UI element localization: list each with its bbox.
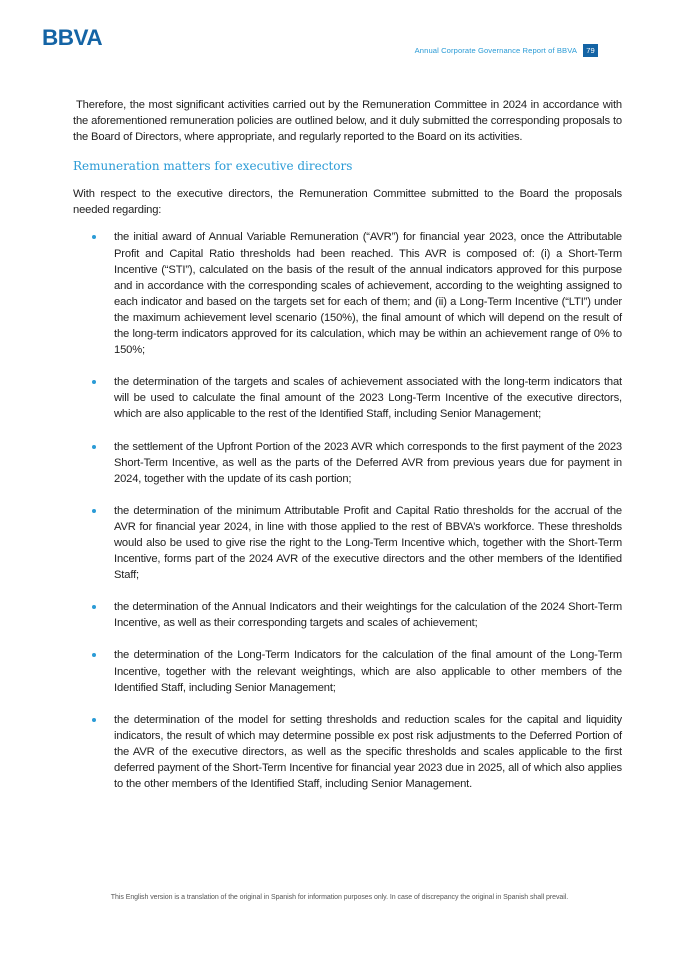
page-number: 79 [583,44,598,57]
bullet-icon [92,509,96,513]
list-item-text: the determination of the Annual Indicators and their weightings for the calculation of the 2024 Short-Term Incentive, as well as their corresponding targets and scales of achievement; [114,601,622,630]
list-item-text: the settlement of the Upfront Portion of the 2023 AVR which corresponds to the first payment of the 2023 Short-Term Incentive, as well as the parts of the Deferred AVR from previous years due for payment in 2024, together with the update of its cash portion; [114,440,622,485]
list-item [73,712,622,792]
list-item-text: the determination of the Long-Term Indicators for the calculation of the final amount of the Long-Term Incentive, together with the relevant weightings, which are also applicable to other members of the Identified Staff, including Senior Management; [114,649,622,694]
proposal-list [73,229,622,792]
bullet-icon [92,718,96,722]
bullet-icon [92,235,96,239]
bullet-icon [92,653,96,657]
list-item-text: the initial award of Annual Variable Remuneration (“AVR”) for financial year 2023, once the Attributable Profit and Capital Ratio thresholds had been reached. This AVR is composed of: (i) a Short-Term Incentive (“STI”), calculated on the basis of the result of the annual indicators approved for this purpose and in accordance with the corresponding scales of achievement, according to the weighting assigned to each indicator and based on the targets set for each of them; and (ii) a Long-Term Incentive (“LTI”) under the maximum achievement level scenario (150%), the final amount of which will depend on the result of the long-term indicators approved for its calculation, which may be within an achievement range of 0% to 150%; [114,231,622,357]
page-content [73,97,622,808]
bullet-icon [92,605,96,609]
lead-paragraph: With respect to the executive directors, the Remuneration Committee submitted to the Board the proposals needed regarding: [73,188,622,217]
page-header [415,44,598,57]
list-item-text: the determination of the targets and scales of achievement associated with the long-term indicators that will be used to calculate the final amount of the 2023 Long-Term Incentive of the executive directors, which are also applicable to the rest of the Identified Staff, including Senior Management; [114,376,622,421]
footer-disclaimer: This English version is a translation of the original in Spanish for information purposes only. In case of discrepancy the original in Spanish shall prevail. [110,894,569,901]
logo-text: BBVA [42,26,103,48]
list-item [73,439,622,487]
list-item-text: the determination of the minimum Attributable Profit and Capital Ratio thresholds for the accrual of the AVR for financial year 2024, in line with those applied to the rest of BBVA’s workforce. These thresholds would also be used to give rise the right to the Long-Term Incentive which, together with the Short-Term Incentive, forms part of the 2024 AVR of the executive directors and the other members of the Identified Staff; [114,504,622,582]
bullet-icon [92,445,96,449]
bbva-logo [42,26,122,48]
section-heading: Remuneration matters for executive directors [73,159,353,174]
report-title: Annual Corporate Governance Report of BBVA [414,46,577,55]
bullet-icon [92,380,96,384]
list-item [73,374,622,422]
list-item [73,647,622,695]
list-item [73,599,622,631]
list-item [73,229,622,358]
list-item-text: the determination of the model for setting thresholds and reduction scales for the capital and liquidity indicators, the result of which may determine possible ex post risk adjustments to the Deferred Portion of the AVR of the executive directors, as well as the specific thresholds and scales applicable to the first deferred payment of the Short-Term Incentive for financial year 2023 due in 2025, all of which also applies to the other members of the Identified Staff, including Senior Management. [114,713,622,791]
list-item [73,503,622,583]
intro-paragraph: Therefore, the most significant activities carried out by the Remuneration Committee in 2024 in accordance with the aforementioned remuneration policies are outlined below, and it duly submitted the corresponding proposals to the Board of Directors, where appropriate, and regularly reported to the Board on its activities. [73,99,622,144]
